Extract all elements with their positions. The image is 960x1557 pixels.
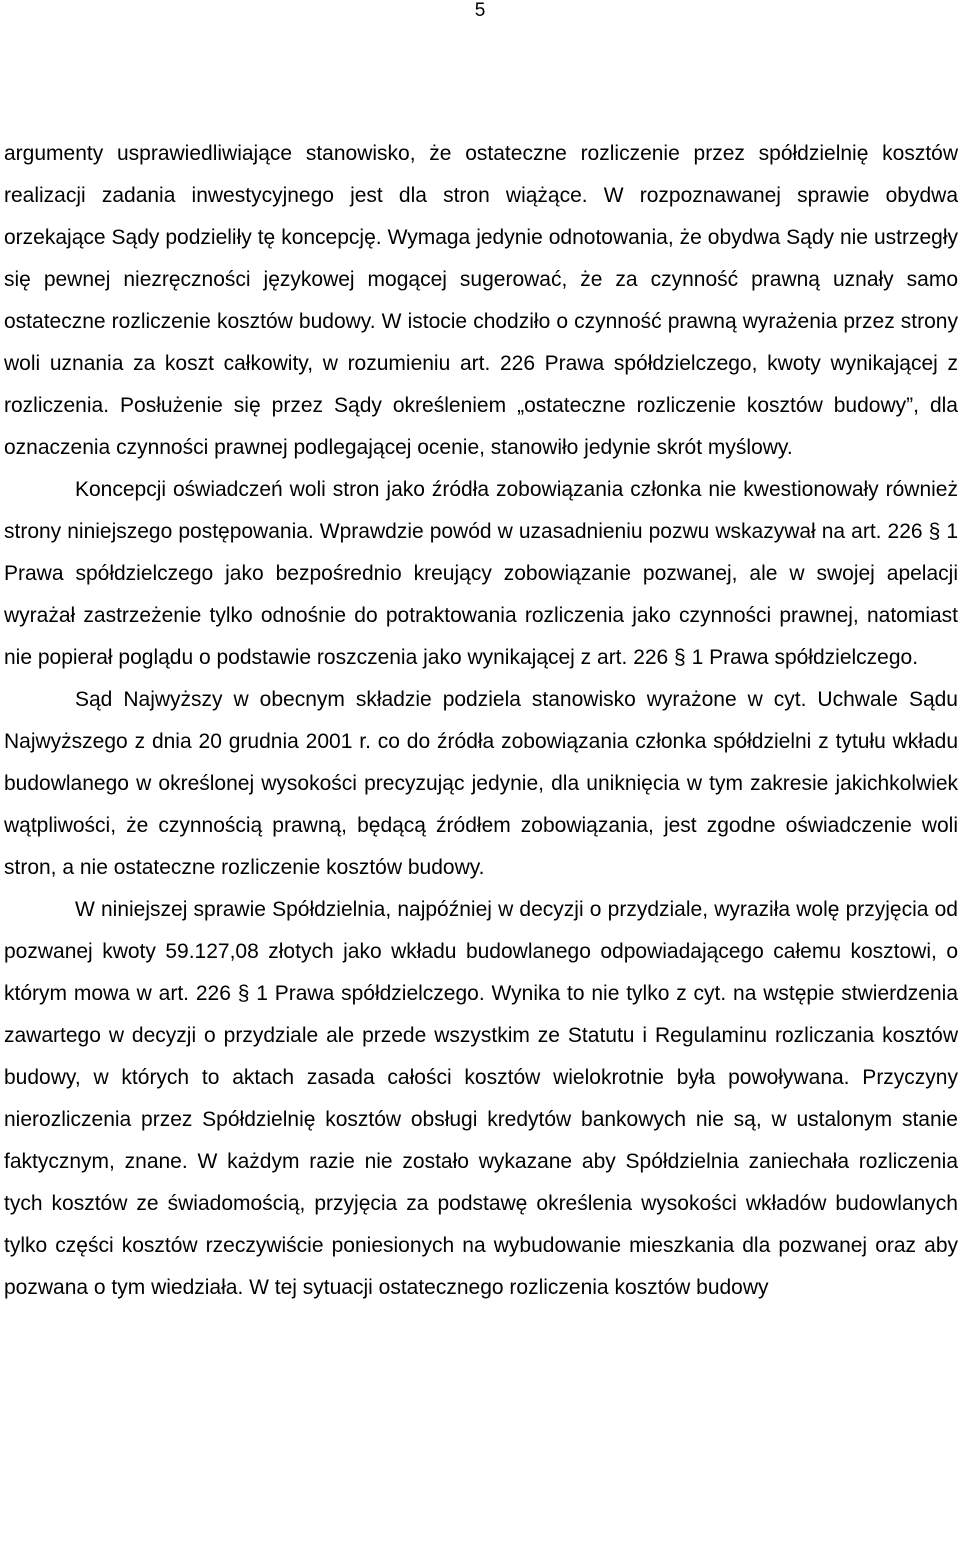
paragraph-2: Koncepcji oświadczeń woli stron jako źródła zobowiązania członka nie kwestionowały również strony niniejszego postępowania. Wprawdzie powód w uzasadnieniu pozwu wskazywał na art. 226 § 1 Prawa spółdzielczego jako bezpośrednio kreujący zobowiązanie pozwanej, ale w swojej apelacji wyrażał zastrzeżenie tylko odnośnie do potraktowania rozliczenia jako czynności prawnej, natomiast nie popierał poglądu o podstawie roszczenia jako wynikającej z art. 226 § 1 Prawa spółdzielczego. (4, 478, 958, 669)
document-body (4, 133, 958, 1309)
paragraph-4: W niniejszej sprawie Spółdzielnia, najpóźniej w decyzji o przydziale, wyraziła wolę przyjęcia od pozwanej kwoty 59.127,08 złotych jako wkładu budowlanego odpowiadającego całemu kosztowi, o którym mowa w art. 226 § 1 Prawa spółdzielczego. Wynika to nie tylko z cyt. na wstępie stwierdzenia zawartego w decyzji o przydziale ale przede wszystkim ze Statutu i Regulaminu rozliczania kosztów budowy, w których to aktach zasada całości kosztów wielokrotnie była powoływana. Przyczyny nierozliczenia przez Spółdzielnię kosztów obsługi kredytów bankowych nie są, w ustalonym stanie faktycznym, znane. W każdym razie nie zostało wykazane aby Spółdzielnia zaniechała rozliczenia tych kosztów ze świadomością, przyjęcia za podstawę określenia wysokości wkładów budowlanych tylko części kosztów rzeczywiście poniesionych na wybudowanie mieszkania dla pozwanej oraz aby pozwana o tym wiedziała. W tej sytuacji ostatecznego rozliczenia kosztów budowy (4, 898, 958, 1299)
page-number: 5 (474, 0, 486, 21)
paragraph-3: Sąd Najwyższy w obecnym składzie podziela stanowisko wyrażone w cyt. Uchwale Sądu Najwyższego z dnia 20 grudnia 2001 r. co do źródła zobowiązania członka spółdzielni z tytułu wkładu budowlanego w określonej wysokości precyzując jedynie, dla uniknięcia w tym zakresie jakichkolwiek wątpliwości, że czynnością prawną, będącą źródłem zobowiązania, jest zgodne oświadczenie woli stron, a nie ostateczne rozliczenie kosztów budowy. (4, 688, 958, 879)
paragraph-1: argumenty usprawiedliwiające stanowisko, że ostateczne rozliczenie przez spółdzielnię kosztów realizacji zadania inwestycyjnego jest dla stron wiążące. W rozpoznawanej sprawie obydwa orzekające Sądy podzieliły tę koncepcję. Wymaga jedynie odnotowania, że obydwa Sądy nie ustrzegły się pewnej niezręczności językowej mogącej sugerować, że za czynność prawną uznały samo ostateczne rozliczenie kosztów budowy. W istocie chodziło o czynność prawną wyrażenia przez strony woli uznania za koszt całkowity, w rozumieniu art. 226 Prawa spółdzielczego, kwoty wynikającej z rozliczenia. Posłużenie się przez Sądy określeniem „ostateczne rozliczenie kosztów budowy”, dla oznaczenia czynności prawnej podlegającej ocenie, stanowiło jedynie skrót myślowy. (4, 142, 958, 459)
